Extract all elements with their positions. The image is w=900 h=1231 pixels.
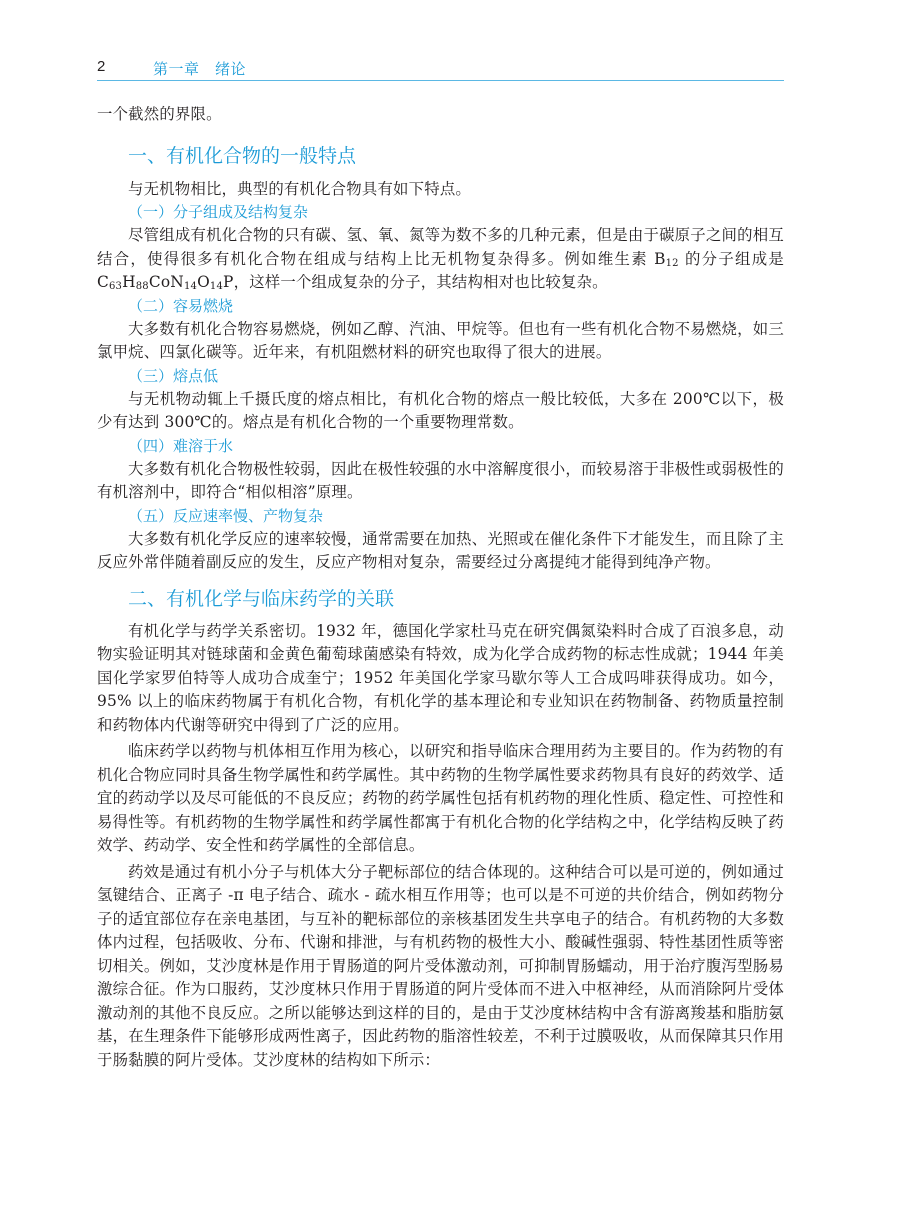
section-heading-1: 一、有机化合物的一般特点 [128,145,357,167]
paragraph-melting-point: 与无机物动辄上千摄氏度的熔点相比，有机化合物的熔点一般比较低，大多在 200℃以下，极少有达到 300℃的。熔点是有机化合物的一个重要物理常数。 [97,389,784,431]
section-heading-2: 二、有机化学与临床药学的关联 [128,588,395,610]
paragraph-history: 有机化学与药学关系密切。1932 年，德国化学家杜马克在研究偶氮染料时合成了百浪多息，动物实验证明其对链球菌和金黄色葡萄球菌感染有特效，成为化学合成药物的标志性成就；1944 年美国化学家罗伯特等人成功合成奎宁；1952 年美国化学家马歇尔等人工合成吗啡获得成功。如今，95% 以上的临床药物属于有机化合物，有机化学的基本理论和专业知识在药物制备、药物质量控制和药物体内代谢等研究中得到了广泛的应用。 [97,621,784,734]
header-divider [97,80,784,81]
paragraph-combustion: 大多数有机化合物容易燃烧，例如乙醇、汽油、甲烷等。但也有一些有机化合物不易燃烧，如三氯甲烷、四氯化碳等。近年来，有机阻燃材料的研究也取得了很大的进展。 [97,319,784,361]
paragraph-reaction-rate: 大多数有机化学反应的速率较慢，通常需要在加热、光照或在催化条件下才能发生，而且除了主反应外常伴随着副反应的发生，反应产物相对复杂，需要经过分离提纯才能得到纯净产物。 [97,529,784,571]
subheading-3: （三）熔点低 [128,367,219,385]
paragraph-drug-binding: 药效是通过有机小分子与机体大分子靶标部位的结合体现的。这种结合可以是可逆的，例如通过氢键结合、正离子 -π 电子结合、疏水 - 疏水相互作用等；也可以是不可逆的共价结合，例如药物分子的适宜部位存在亲电基团，与互补的靶标部位的亲核基团发生共享电子的结合。有机药物的大多数体内过程，包括吸收、分布、代谢和排泄，与有机药物的极性大小、酸碱性强弱、特性基团性质等密切相关。例如，艾沙度林是作用于胃肠道的阿片受体激动剂，可抑制胃肠蠕动，用于治疗腹泻型肠易激综合征。作为口服药，艾沙度林只作用于胃肠道的阿片受体而不进入中枢神经，从而消除阿片受体激动剂的其他不良反应。之所以能够达到这样的目的，是由于艾沙度林结构中含有游离羧基和脂肪氨基，在生理条件下能够形成两性离子，因此药物的脂溶性较差，不利于过膜吸收，从而保障其只作用于肠黏膜的阿片受体。艾沙度林的结构如下所示： [97,862,784,1069]
subheading-4: （四）难溶于水 [128,437,234,455]
subheading-5: （五）反应速率慢、产物复杂 [128,507,324,525]
page-number: 2 [97,58,106,75]
section-1-intro: 与无机物相比，典型的有机化合物具有如下特点。 [128,179,471,198]
paragraph-solubility: 大多数有机化合物极性较弱，因此在极性较强的水中溶解度很小，而较易溶于非极性或弱极性的有机溶剂中，即符合“相似相溶”原理。 [97,459,784,501]
chapter-title: 第一章 绪论 [153,61,247,78]
paragraph-composition: 尽管组成有机化合物的只有碳、氢、氧、氮等为数不多的几种元素，但是由于碳原子之间的相互结合，使得很多有机化合物在组成与结构上比无机物复杂得多。例如维生素 $B_{12}$ 的分子组成是 $C_{63}H_{88}CoN_{14}O_{14}P$，这样一个组成复杂的分子，其结构相对也比较复杂。 [97,226,785,292]
paragraph-clinical-pharmacy: 临床药学以药物与机体相互作用为核心，以研究和指导临床合理用药为主要目的。作为药物的有机化合物应同时具备生物学属性和药学属性。其中药物的生物学属性要求药物具有良好的药效学、适宜的药动学以及尽可能低的不良反应；药物的药学属性包括有机药物的理化性质、稳定性、可控性和易得性等。有机药物的生物学属性和药学属性都寓于有机化合物的化学结构之中，化学结构反映了药效学、药动学、安全性和药学属性的全部信息。 [97,742,784,854]
subheading-1: （一）分子组成及结构复杂 [128,204,309,221]
page-header [97,58,784,80]
page-body [97,103,784,1072]
subheading-2: （二）容易燃烧 [128,297,234,315]
continuation-text: 一个截然的界限。 [97,105,222,123]
